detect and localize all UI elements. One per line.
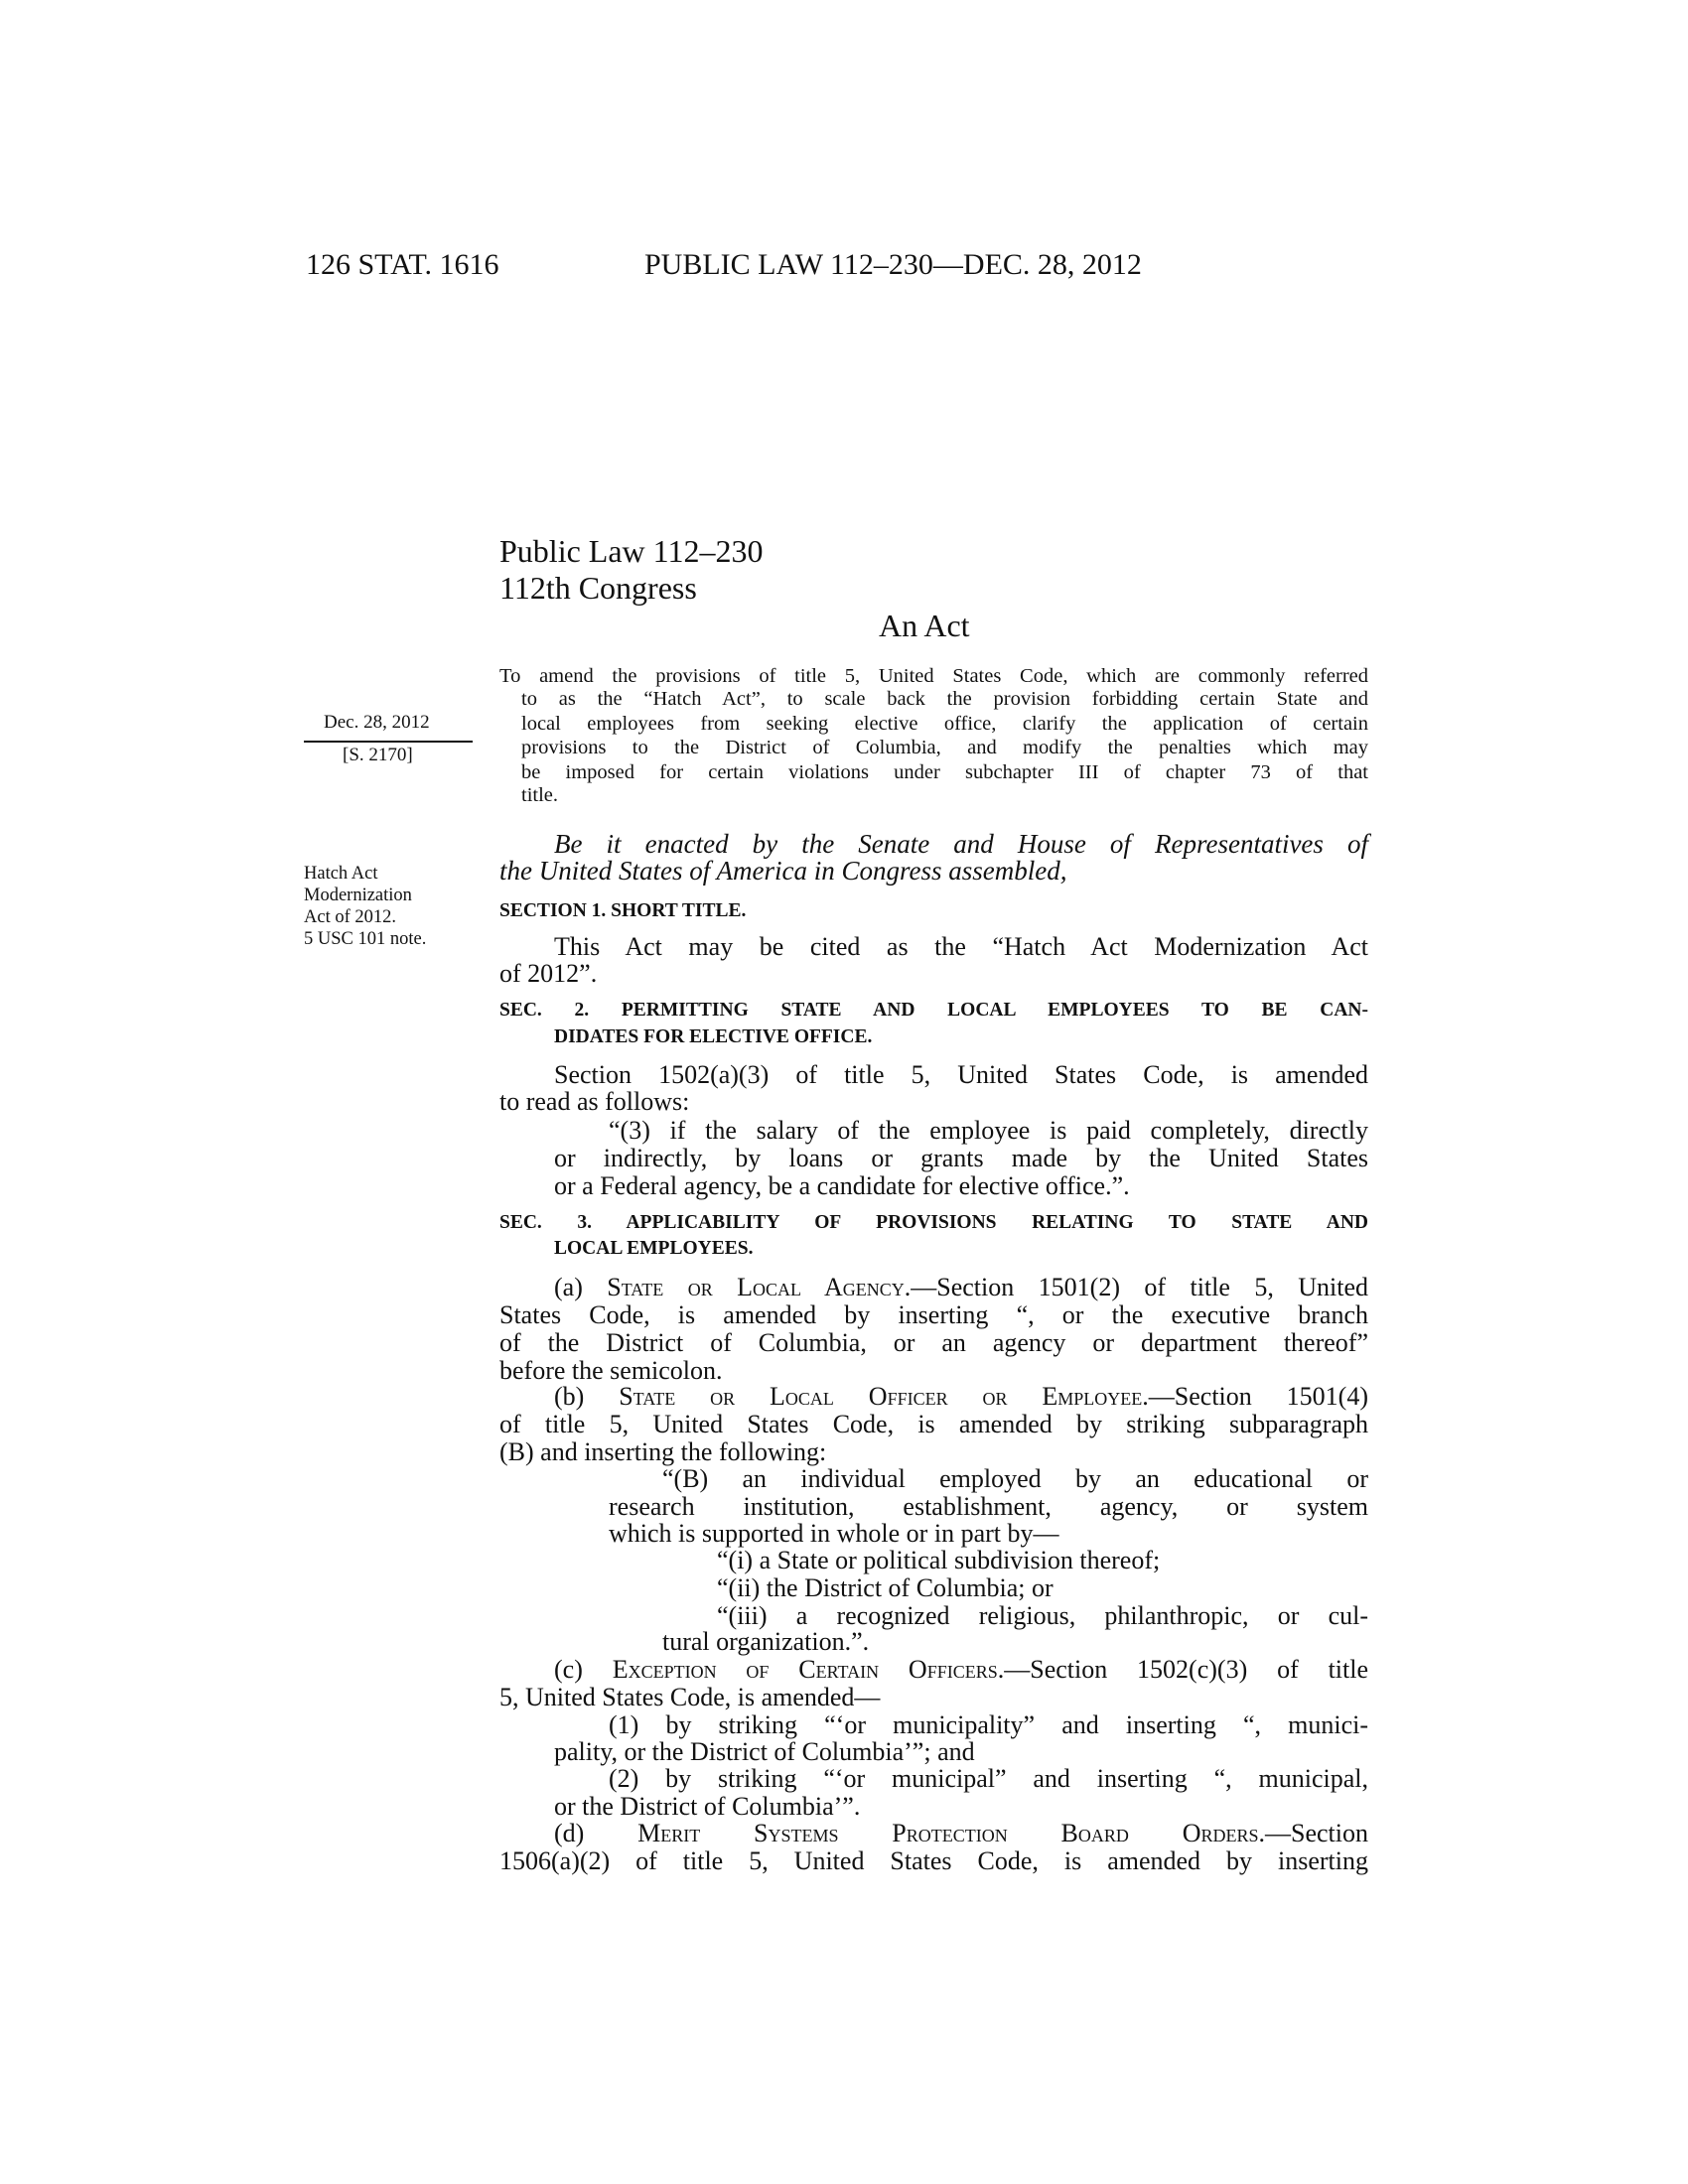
num: (d) [554, 1819, 638, 1847]
margin-bill: [S. 2170] [343, 745, 413, 765]
section-heading: SECTION 1. SHORT TITLE. [499, 900, 747, 921]
body-line: This Act may be cited as the “Hatch Act Modernization Act [554, 932, 1368, 961]
margin-note: Act of 2012. [304, 907, 396, 927]
body-line: before the semicolon. [499, 1356, 723, 1385]
body-line: “(ii) the District of Columbia; or [717, 1573, 1054, 1602]
purpose-line: to as the “Hatch Act”, to scale back the provision forbidding certain State and [521, 688, 1368, 710]
law-number: Public Law 112–230 [499, 533, 764, 569]
caption: Merit Systems Protection Board Orders. [637, 1819, 1265, 1847]
purpose-line: be imposed for certain violations under subchapter III of chapter 73 of that [521, 761, 1368, 783]
body-line: “(3) if the salary of the employee is paid completely, directly [609, 1116, 1368, 1145]
section-heading: SEC. 3. APPLICABILITY OF PROVISIONS RELATING TO STATE AND [499, 1212, 1368, 1233]
act-title: An Act [879, 608, 970, 643]
body-line: 5, United States Code, is amended— [499, 1683, 881, 1711]
body-line: to read as follows: [499, 1087, 690, 1116]
section-heading: LOCAL EMPLOYEES. [554, 1238, 754, 1259]
purpose-line: title. [521, 784, 559, 806]
subsection-b [554, 1383, 1368, 1411]
body-line: Section 1502(a)(3) of title 5, United States Code, is amended [554, 1060, 1368, 1089]
body-line: 1506(a)(2) of title 5, United States Code, is amended by inserting [499, 1846, 1368, 1875]
caption: State or Local Agency. [607, 1273, 912, 1301]
section-heading: SEC. 2. PERMITTING STATE AND LOCAL EMPLOYEES TO BE CAN- [499, 1000, 1368, 1021]
body-line: of the District of Columbia, or an agency or department thereof” [499, 1328, 1368, 1357]
text: —Section [1265, 1819, 1368, 1847]
enacting-clause: Be it enacted by the Senate and House of Representatives of [554, 829, 1368, 859]
body-line: “(iii) a recognized religious, philanthropic, or cul- [717, 1601, 1368, 1630]
margin-note: Hatch Act [304, 864, 378, 884]
body-line: of title 5, United States Code, is amended by striking subparagraph [499, 1410, 1368, 1438]
enacting-clause: the United States of America in Congress assembled, [499, 856, 1067, 886]
text: —Section 1501(2) of title 5, United [911, 1273, 1369, 1301]
margin-date: Dec. 28, 2012 [324, 712, 430, 733]
body-line: which is supported in whole or in part by— [609, 1519, 1059, 1548]
body-line: “(B) an individual employed by an educational or [662, 1464, 1368, 1493]
page-number: 126 STAT. 1616 [306, 248, 499, 281]
body-line: (2) by striking “‘or municipal” and inserting “, municipal, [609, 1764, 1368, 1793]
num: (a) [554, 1273, 608, 1301]
body-line: or the District of Columbia’”. [554, 1792, 861, 1821]
caption: Exception of Certain Officers. [612, 1655, 1005, 1684]
purpose-line: provisions to the District of Columbia, and modify the penalties which may [521, 737, 1368, 758]
margin-note: 5 USC 101 note. [304, 929, 427, 949]
num: (b) [554, 1382, 620, 1411]
text: —Section 1501(4) [1148, 1382, 1368, 1411]
body-line: (1) by striking “‘or municipality” and inserting “, munici- [609, 1710, 1368, 1739]
section-heading: DIDATES FOR ELECTIVE OFFICE. [554, 1026, 873, 1047]
body-line: of 2012”. [499, 959, 598, 988]
running-head: PUBLIC LAW 112–230—DEC. 28, 2012 [644, 248, 1142, 281]
purpose-line: local employees from seeking elective office, clarify the application of certain [521, 713, 1368, 735]
subsection-d [554, 1820, 1368, 1847]
body-line: tural organization.”. [662, 1627, 870, 1656]
body-line: (B) and inserting the following: [499, 1437, 827, 1466]
margin-note: Modernization [304, 886, 412, 905]
margin-rule [304, 741, 473, 743]
body-line: States Code, is amended by inserting “, or the executive branch [499, 1300, 1368, 1329]
num: (c) [554, 1655, 613, 1684]
body-line: or indirectly, by loans or grants made by the United States [554, 1144, 1368, 1172]
body-line: or a Federal agency, be a candidate for elective office.”. [554, 1171, 1130, 1200]
body-line: pality, or the District of Columbia’”; and [554, 1737, 975, 1766]
text: —Section 1502(c)(3) of title [1004, 1655, 1368, 1684]
subsection-c [554, 1656, 1368, 1684]
subsection-a [554, 1274, 1368, 1301]
caption: State or Local Officer or Employee. [619, 1382, 1149, 1411]
purpose-line: To amend the provisions of title 5, United States Code, which are commonly referred [499, 665, 1368, 687]
congress: 112th Congress [499, 570, 697, 606]
body-line: research institution, establishment, agency, or system [609, 1492, 1368, 1521]
body-line: “(i) a State or political subdivision thereof; [717, 1546, 1161, 1574]
